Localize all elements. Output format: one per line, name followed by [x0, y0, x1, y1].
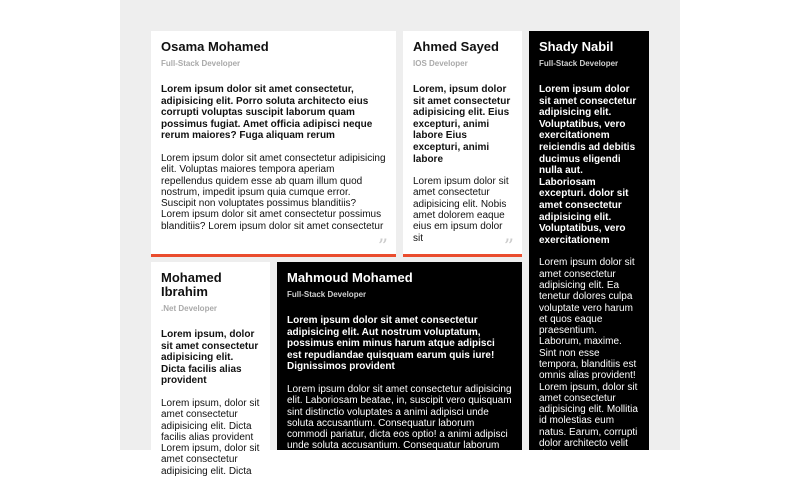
testimonial-card — [151, 262, 270, 477]
person-role: Full-Stack Developer — [287, 290, 367, 299]
person-name: Osama Mohamed — [161, 39, 269, 54]
person-name: Shady Nabil — [539, 39, 614, 54]
testimonial-body: Lorem ipsum dolor sit amet consectetur adipisicing elit. Ea tenetur dolores culpa voluptate vero harum et quos eaque praesentium. Laborum, maxime. Sint non esse tempora, blanditiis est omnis alias provident! Lorem ipsum, dolor sit amet consectetur adipisicing elit. Mollitia id molestias eum natus. Earum, corrupti dolor architecto velit doloremque — [539, 257, 638, 461]
testimonial-quote: Lorem ipsum dolor sit amet consectetur adipisicing elit. Aut nostrum voluptatum, possimus enim minus harum atque adipisci est repudiandae quisquam earum quis iure! Dignissimos provident — [287, 315, 495, 373]
testimonial-card — [151, 31, 396, 257]
testimonial-card — [529, 31, 649, 461]
quote-icon: ” — [377, 234, 388, 258]
testimonial-card — [277, 262, 522, 463]
testimonial-body: Lorem ipsum dolor sit amet consectetur adipisicing elit. Voluptas maiores tempora aperiam repellendus quidem esse ab quam illum quod nostrum, impedit ipsum quia cumque error. Suscipit non voluptates possimus blanditiis? Lorem ipsum dolor sit amet consectetur possimus blanditiis? Lorem ipsum dolor sit amet consectetur — [161, 152, 386, 232]
testimonial-quote: Lorem ipsum dolor sit amet consectetur adipisicing elit. Voluptatibus, vero exercitationem reiciendis ad debitis ducimus eligendi nulla aut. Laboriosam excepturi. dolor sit amet consectetur adipisicing elit. Voluptatibus, vero exercitationem — [539, 84, 637, 246]
person-role: IOS Developer — [413, 59, 468, 68]
person-name: Mahmoud Mohamed — [287, 270, 413, 285]
testimonial-quote: Lorem ipsum dolor sit amet consectetur, adipisicing elit. Porro soluta architecto eius corrupti voluptas suscipit laborum quam possimus fugiat. Amet officia adipisci neque rerum maiores? Fuga aliquam rerum — [161, 84, 373, 142]
person-role: .Net Developer — [161, 304, 218, 313]
person-role: Full-Stack Developer — [539, 59, 619, 68]
testimonial-quote: Lorem ipsum, dolor sit amet consectetur adipisicing elit. Dicta facilis alias provident — [161, 329, 259, 387]
testimonials-grid — [120, 0, 680, 477]
person-name: Ahmed Sayed — [413, 39, 499, 54]
person-role: Full-Stack Developer — [161, 59, 241, 68]
person-name: Mohamed Ibrahim — [161, 270, 222, 299]
testimonial-card — [403, 31, 522, 257]
testimonial-quote: Lorem, ipsum dolor sit amet consectetur adipisicing elit. Eius excepturi, animi labore Eius excepturi, animi labore — [413, 84, 511, 165]
testimonial-body: Lorem ipsum dolor sit amet consectetur adipisicing elit. Laboriosam beatae, in, suscipit vero quisquam sint distinctio voluptates a animi adipisci unde soluta accusantium. Consequatur laborum commodi pariatur, dicta eos optio! a animi adipisci unde soluta accusantium. Consequatur laborum commodi pariatur, dicta eos optio pariatur, dicta — [287, 383, 512, 463]
quote-icon: ” — [503, 234, 514, 258]
testimonial-body: Lorem ipsum, dolor sit amet consectetur adipisicing elit. Dicta facilis alias provident Lorem ipsum, dolor sit amet consectetur adipisicing elit. Dicta — [161, 397, 260, 477]
testimonial-body: Lorem ipsum dolor sit amet consectetur adipisicing elit. Nobis amet dolorem eaque eius em ipsum dolor sit — [413, 176, 509, 244]
